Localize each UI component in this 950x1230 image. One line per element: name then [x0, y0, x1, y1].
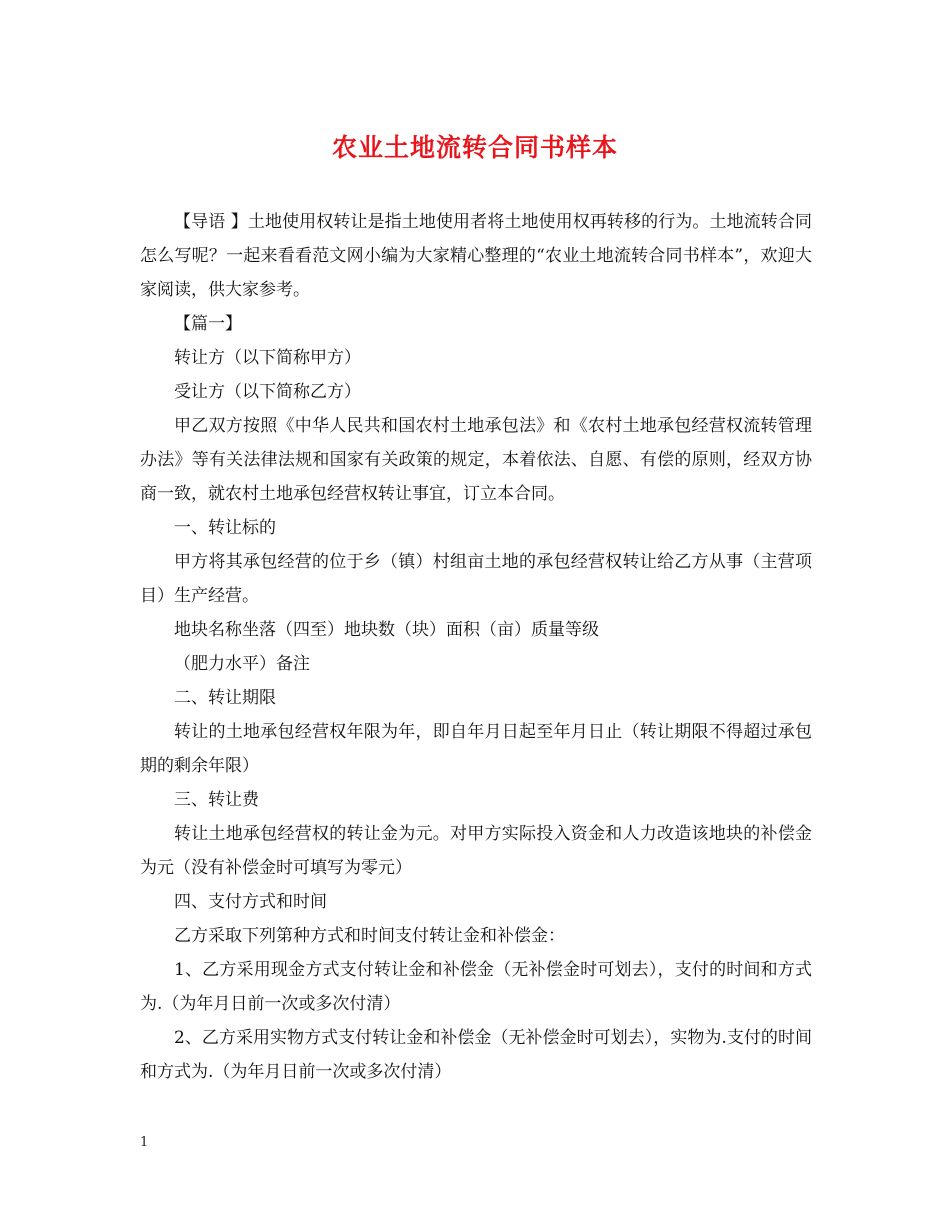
- paragraph-transferor: 转让方（以下简称甲方）: [174, 348, 361, 368]
- paragraph-payment-intro: 乙方采取下列第种方式和时间支付转让金和补偿金：: [174, 926, 565, 946]
- paragraph-transfer-subject: 甲方将其承包经营的位于乡（镇）村组亩土地的承包经营权转让给乙方从事（主营项目）生产经营。: [140, 552, 812, 606]
- paragraph-transfer-fee: 转让土地承包经营权的转让金为元。对甲方实际投入资金和人力改造该地块的补偿金为元（没有补偿金时可填写为零元）: [140, 824, 812, 878]
- paragraph-plot-fields: 地块名称坐落（四至）地块数（块）面积（亩）质量等级: [174, 620, 599, 640]
- paragraph-intro: 【导语 】土地使用权转让是指土地使用者将土地使用权再转移的行为。土地流转合同怎么写呢？一起来看看范文网小编为大家精心整理的“农业土地流转合同书样本”，欢迎大家阅读，供大家参考。: [140, 212, 812, 300]
- paragraph-transfer-term: 转让的土地承包经营权年限为年，即自年月日起至年月日止（转让期限不得超过承包期的剩余年限）: [140, 722, 812, 776]
- paragraph-payment-kind: 2、乙方采用实物方式支付转让金和补偿金（无补偿金时可划去），实物为.支付的时间和方式为.（为年月日前一次或多次付清）: [140, 1028, 812, 1082]
- heading-payment: 四、支付方式和时间: [174, 892, 327, 912]
- heading-transfer-fee: 三、转让费: [174, 790, 259, 810]
- paragraph-plot-fields-cont: （肥力水平）备注: [174, 654, 310, 674]
- heading-transfer-term: 二、转让期限: [174, 688, 276, 708]
- paragraph-preamble: 甲乙双方按照《中华人民共和国农村土地承包法》和《农村土地承包经营权流转管理办法》等有关法律法规和国家有关政策的规定，本着依法、自愿、有偿的原则，经双方协商一致，就农村土地承包经营权转让事宜，订立本合同。: [140, 416, 812, 504]
- page-number: 1: [140, 1135, 149, 1150]
- paragraph-payment-cash: 1、乙方采用现金方式支付转让金和补偿金（无补偿金时可划去），支付的时间和方式为.（为年月日前一次或多次付清）: [140, 960, 812, 1014]
- document-title: 农业土地流转合同书样本: [331, 133, 618, 162]
- paragraph-section-label: 【篇一】: [174, 314, 242, 334]
- heading-transfer-subject: 一、转让标的: [174, 518, 276, 538]
- document-body: [140, 205, 812, 1089]
- paragraph-transferee: 受让方（以下简称乙方）: [174, 382, 361, 402]
